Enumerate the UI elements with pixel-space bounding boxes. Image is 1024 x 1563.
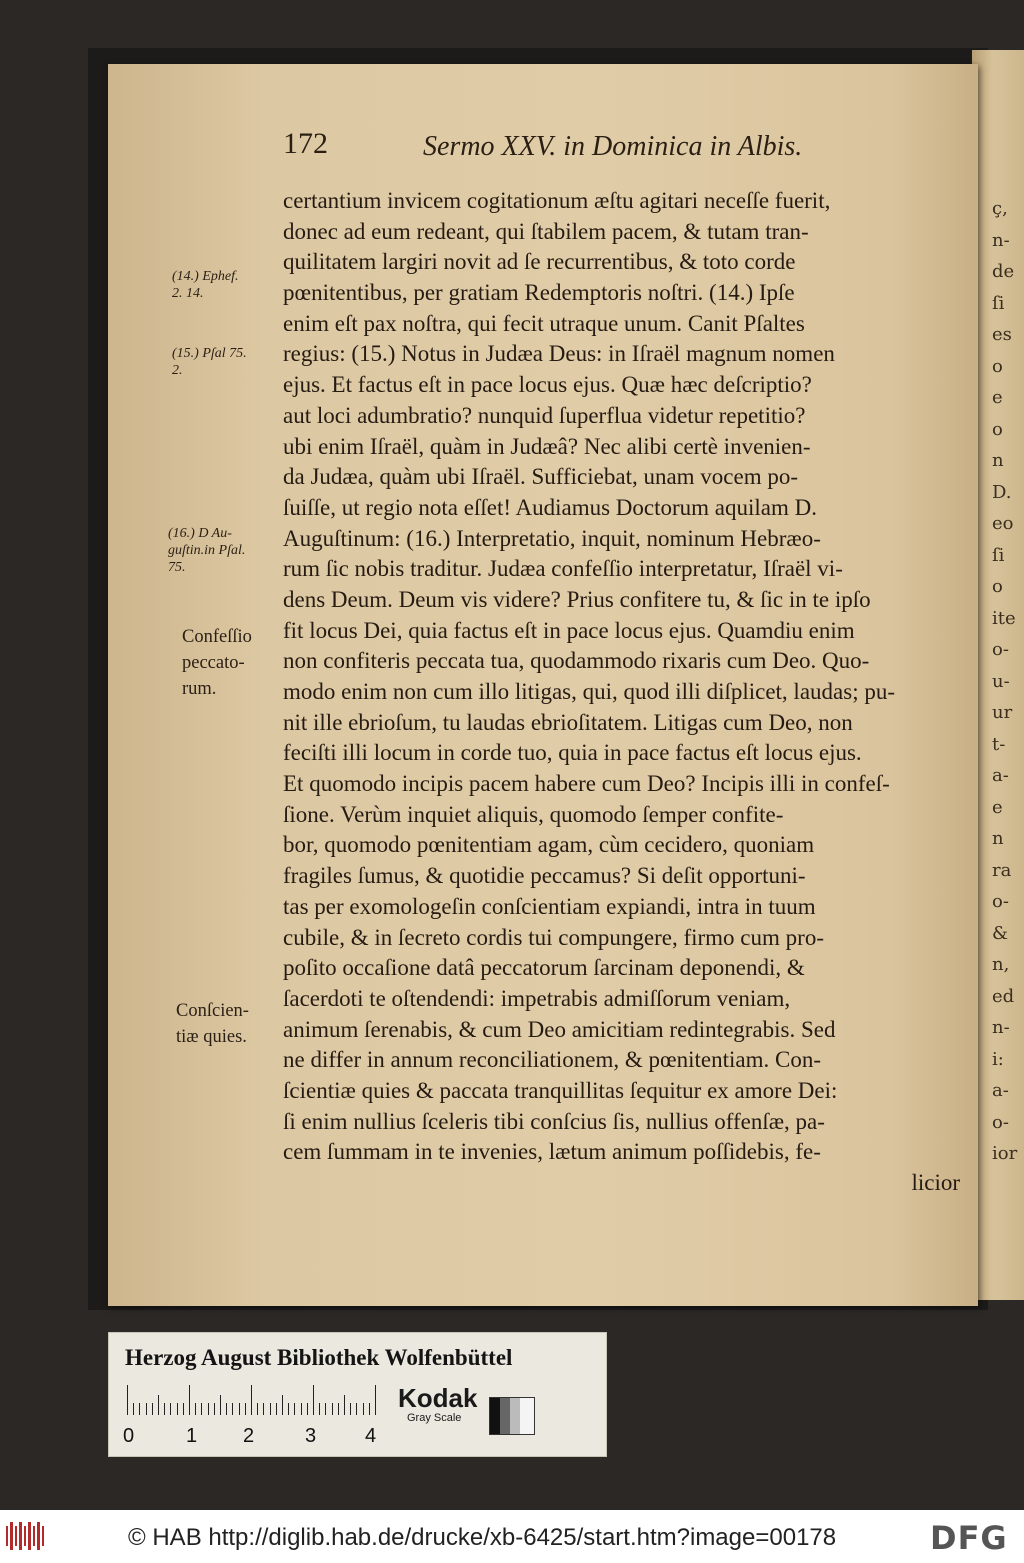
- page-number: 172: [283, 127, 328, 160]
- text-line: ſione. Verùm inquiet aliquis, quomodo ſemper confite-: [283, 801, 784, 827]
- ruler-tick: [363, 1403, 364, 1415]
- text-line: fit locus Dei, quia factus eſt in pace locus ejus. Quamdiu enim: [283, 617, 855, 643]
- ruler-tick: [133, 1403, 134, 1415]
- ruler-tick: [164, 1403, 165, 1415]
- ruler-tick: [177, 1403, 178, 1415]
- next-page-fragment: ſi: [992, 292, 1005, 314]
- next-page-fragment: o: [992, 355, 1003, 377]
- next-page-fragment: o-: [992, 891, 1009, 912]
- text-line: animum ſerenabis, & cum Deo amicitiam redintegrabis. Sed: [283, 1016, 836, 1042]
- ruler-number: 2: [243, 1425, 255, 1447]
- next-page-fragment: o-: [992, 639, 1009, 660]
- text-line: non confiteris peccata tua, quodammodo rixaris cum Deo. Quo-: [283, 648, 870, 674]
- text-line: feciſti illi locum in corde tuo, quia in pace factus eſt locus ejus.: [283, 740, 862, 766]
- text-line: aut loci adumbratio? nunquid ſuperflua videtur repetitio?: [283, 402, 806, 428]
- ruler-tick: [276, 1403, 277, 1415]
- text-line: Auguſtinum: (16.) Interpretatio, inquit, nominum Hebræo-: [283, 525, 821, 551]
- ruler-tick: [146, 1403, 147, 1415]
- next-page-edge: [972, 50, 1024, 1300]
- ruler-tick: [183, 1403, 184, 1415]
- text-line: ſacerdoti te oſtendendi: impetrabis admiſſorum veniam,: [283, 985, 791, 1011]
- footer-bar: [0, 1510, 1024, 1563]
- body-text: [283, 186, 960, 1199]
- ruler-number: 0: [123, 1425, 135, 1447]
- next-page-fragment: u-: [992, 670, 1010, 692]
- text-line: ſi enim nullius ſceleris tibi conſcius ſis, nullius offenſæ, pa-: [283, 1108, 825, 1134]
- next-page-fragment: D.: [992, 481, 1012, 503]
- ruler-tick: [208, 1403, 209, 1415]
- next-page-fragment: e: [992, 387, 1003, 408]
- next-page-fragment: ſi: [992, 544, 1005, 566]
- margin-note-16: (16.) D Au- guſtin.in Pſal. 75.: [168, 526, 246, 575]
- side-heading-conscientiae: Conſcien- tiæ quies.: [176, 1001, 249, 1047]
- ruler-tick: [338, 1403, 339, 1415]
- ruler-tick: [158, 1395, 159, 1415]
- gray-scale-label: Gray Scale: [407, 1412, 462, 1424]
- dfg-logo: DFG: [930, 1519, 1008, 1557]
- ruler-tick: [282, 1395, 283, 1415]
- text-line: fragiles ſumus, & quotidie peccamus? Si deſit opportuni-: [283, 863, 806, 889]
- next-page-fragment: i:: [992, 1048, 1004, 1070]
- ruler-tick: [369, 1403, 370, 1415]
- ruler-tick: [263, 1403, 264, 1415]
- text-line: ſcientiæ quies & paccata tranquillitas ſequitur ex amore Dei:: [283, 1077, 838, 1103]
- ruler-tick: [214, 1403, 215, 1415]
- ruler-tick: [350, 1403, 351, 1415]
- ruler-tick: [375, 1385, 376, 1415]
- text-line: modo enim non cum illo litigas, qui, quod illi diſplicet, laudas; pu-: [283, 679, 895, 704]
- kodak-logo: Kodak: [398, 1383, 478, 1413]
- next-page-fragment: a-: [992, 765, 1009, 786]
- barcode-icon: [6, 1522, 44, 1550]
- text-line: pœnitentibus, per gratiam Redemptoris noſtri. (14.) Ipſe: [283, 280, 795, 306]
- text-line: dens Deum. Deum vis videre? Prius confitere tu, & ſic in te ipſo: [283, 586, 871, 612]
- next-page-fragment: o: [992, 418, 1003, 440]
- next-page-fragment: o-: [992, 1111, 1009, 1133]
- text-line: enim eſt pax noſtra, qui fecit utraque unum. Canit Pſaltes: [283, 310, 805, 336]
- next-page-fragment: eo: [992, 513, 1014, 534]
- next-page-fragment: es: [992, 324, 1012, 345]
- ruler-number: 3: [305, 1425, 317, 1447]
- ruler-tick: [226, 1403, 227, 1415]
- ruler-tick: [294, 1403, 295, 1415]
- side-heading-confessio: Confeſſio peccato- rum.: [182, 627, 252, 699]
- next-page-fragment: ur: [992, 702, 1013, 723]
- ruler-tick: [232, 1403, 233, 1415]
- ruler-number: 4: [365, 1425, 377, 1447]
- ruler-tick: [127, 1385, 128, 1415]
- ruler-tick: [356, 1403, 357, 1415]
- next-page-fragment: n,: [992, 954, 1010, 975]
- text-line: donec ad eum redeant, qui ſtabilem pacem, & tutam tran-: [283, 218, 809, 244]
- next-page-fragment: n: [992, 450, 1004, 471]
- ruler-tick: [139, 1403, 140, 1415]
- text-line: ejus. Et factus eſt in pace locus ejus. Quæ hæc deſcriptio?: [283, 372, 812, 398]
- next-page-fragment: ra: [992, 859, 1012, 881]
- ruler-tick: [319, 1403, 320, 1415]
- ruler-tick: [301, 1403, 302, 1415]
- text-line: Et quomodo incipis pacem habere cum Deo? Incipis illi in confeſ-: [283, 771, 890, 797]
- gray-scale-patch: [489, 1397, 535, 1435]
- text-line: da Judæa, quàm ubi Iſraël. Sufficiebat, unam vocem po-: [283, 464, 799, 490]
- ruler-tick: [239, 1403, 240, 1415]
- text-line: ne differ in annum reconciliationem, & pœnitentiam. Con-: [283, 1047, 822, 1073]
- ruler-tick: [220, 1395, 221, 1415]
- text-line: nit ille ebrioſum, tu laudas ebrioſitatem. Litigas cum Deo, non: [283, 709, 853, 735]
- text-line: ſuiſſe, ut regio nota eſſet! Audiamus Doctorum aquilam D.: [283, 494, 817, 520]
- ruler-tick: [288, 1403, 289, 1415]
- library-label: Herzog August Bibliothek Wolfenbüttel: [125, 1345, 513, 1370]
- next-page-fragment: ior: [992, 1143, 1018, 1164]
- next-page-fragment: ed: [992, 985, 1015, 1007]
- next-page-fragment: n: [992, 828, 1004, 849]
- ruler-tick: [201, 1403, 202, 1415]
- page-header: [283, 127, 963, 167]
- next-page-fragment: t-: [992, 733, 1006, 755]
- text-line: rum ſic nobis traditur. Judæa confeſſio interpretatur, Iſraël vi-: [283, 556, 843, 582]
- text-line: ubi enim Iſraël, quàm in Judæâ? Nec alibi certè invenien-: [283, 433, 811, 459]
- ruler-tick: [270, 1403, 271, 1415]
- ruler-tick: [325, 1403, 326, 1415]
- next-page-fragment: ç,: [992, 198, 1008, 219]
- text-line: poſito occaſione datâ peccatorum ſarcinam deponendi, &: [283, 955, 805, 981]
- ruler-tick: [332, 1403, 333, 1415]
- text-line: regius: (15.) Notus in Judæa Deus: in Iſraël magnum nomen: [283, 341, 835, 367]
- ruler-tick: [257, 1403, 258, 1415]
- next-page-fragment: a-: [992, 1080, 1009, 1101]
- text-line: quilitatem largiri novit ad ſe recurrentibus, & toto corde: [283, 249, 796, 275]
- ruler-tick: [245, 1403, 246, 1415]
- next-page-fragment: n-: [992, 229, 1010, 251]
- next-page-fragment: n-: [992, 1017, 1010, 1038]
- ruler-tick: [189, 1385, 190, 1415]
- next-page-fragment: e: [992, 796, 1003, 818]
- ruler-tick: [344, 1395, 345, 1415]
- text-line: certantium invicem cogitationum æſtu agitari neceſſe fuerit,: [283, 188, 831, 213]
- ruler-tick: [195, 1403, 196, 1415]
- ruler-scale: [127, 1385, 383, 1415]
- text-line: tas per exomologeſin conſcientiam expiandi, intra in tuum: [283, 893, 816, 919]
- ruler-tick: [152, 1403, 153, 1415]
- ruler-tick: [251, 1385, 252, 1415]
- next-page-fragment: de: [992, 261, 1015, 282]
- next-page-fragment: o: [992, 576, 1003, 597]
- text-line: bor, quomodo pœnitentiam agam, cùm cecidero, quoniam: [283, 832, 815, 858]
- ruler-tick: [313, 1385, 314, 1415]
- margin-note-15: (15.) Pſal 75. 2.: [172, 346, 247, 378]
- text-line: cubile, & in ſecreto cordis tui compungere, firmo cum pro-: [283, 924, 824, 950]
- running-head: Sermo XXV. in Dominica in Albis.: [423, 131, 803, 162]
- text-line: licior: [911, 1170, 960, 1195]
- ruler-number: 1: [186, 1425, 198, 1447]
- margin-note-14: (14.) Ephef. 2. 14.: [172, 269, 239, 301]
- next-page-fragment: ite: [992, 607, 1016, 629]
- next-page-fragment: &: [992, 922, 1009, 944]
- color-calibration-card: [108, 1332, 607, 1457]
- text-line: cem ſummam in te invenies, lætum animum poſſidebis, fe-: [283, 1139, 821, 1165]
- source-url[interactable]: © HAB http://diglib.hab.de/drucke/xb-6425/start.htm?image=00178: [128, 1524, 837, 1551]
- ruler-tick: [170, 1403, 171, 1415]
- ruler-tick: [307, 1403, 308, 1415]
